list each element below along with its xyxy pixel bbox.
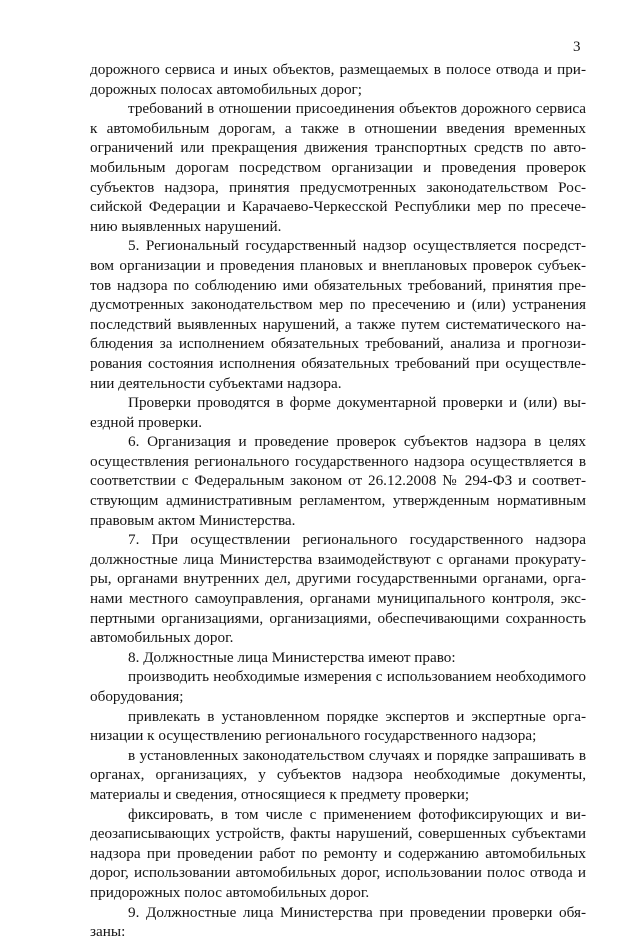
paragraph-item-9: 9. Должностные лица Министерства при проведении проверки обязаны: [90, 903, 586, 941]
page-number: 3 [573, 39, 581, 55]
paragraph-right-measurements: производить необходимые измерения с использованием необходимого оборудования; [90, 668, 586, 705]
paragraph-road-service-objects: дорожного сервиса и иных объектов, размещаемых в полосе отвода и придорожных полосах автомобильных дорог; [90, 61, 586, 98]
paragraph-connection-requirements: требований в отношении присоединения объектов дорожного сервиса к автомобильным дорогам, а также в отношении введения временных ограничений или прекращения движения транспортных средств по автомобильным дорогам посредством организации и проведения проверок субъектов надзора, принятия предусмотренных законодательством Российской Федерации и Карачаево-Черкесской Республики мер по пресечению выявленных нарушений. [90, 100, 586, 235]
paragraph-item-6: 6. Организация и проведение проверок субъектов надзора в целях осуществления регионального государственного надзора осуществляется в соответствии с Федеральным законом от 26.12.2008 № 294-ФЗ и соответствующим административным регламентом, утвержденным нормативным правовым актом Министерства. [90, 433, 586, 529]
paragraph-item-7: 7. При осуществлении регионального государственного надзора должностные лица Министерства взаимодействуют с органами прокуратуры, органами внутренних дел, другими государственными органами, органами местного самоуправления, органами муниципального контроля, экспертными организациями, организациями, обеспечивающими сохранность автомобильных дорог. [90, 531, 586, 647]
paragraph-item-5: 5. Региональный государственный надзор осуществляется посредством организации и проведения плановых и внеплановых проверок субъектов надзора по соблюдению ими обязательных требований, принятия предусмотренных законодательством мер по пресечению и (или) устранения последствий выявленных нарушений, а также путем систематического наблюдения за исполнением обязательных требований, анализа и прогнозирования состояния исполнения обязательных требований при осуществлении деятельности субъектами надзора. [90, 237, 586, 392]
paragraph-right-record-violations: фиксировать, в том числе с применением фотофиксирующих и видеозаписывающих устройств, факты нарушений, совершенных субъектами надзора при проведении работ по ремонту и содержанию автомобильных дорог, использовании автомобильных дорог, использовании полос отвода и придорожных полос автомобильных дорог. [90, 805, 586, 901]
paragraph-inspection-forms: Проверки проводятся в форме документарной проверки и (или) выездной проверки. [90, 394, 586, 431]
document-body [90, 60, 586, 942]
paragraph-item-8: 8. Должностные лица Министерства имеют право: [128, 648, 456, 666]
paragraph-right-request-documents: в установленных законодательством случаях и порядке запрашивать в органах, организациях, у субъектов надзора необходимые документы, материалы и сведения, относящиеся к предмету проверки; [90, 746, 586, 803]
paragraph-right-experts: привлекать в установленном порядке экспертов и экспертные организации к осуществлению регионального государственного надзора; [90, 707, 586, 745]
